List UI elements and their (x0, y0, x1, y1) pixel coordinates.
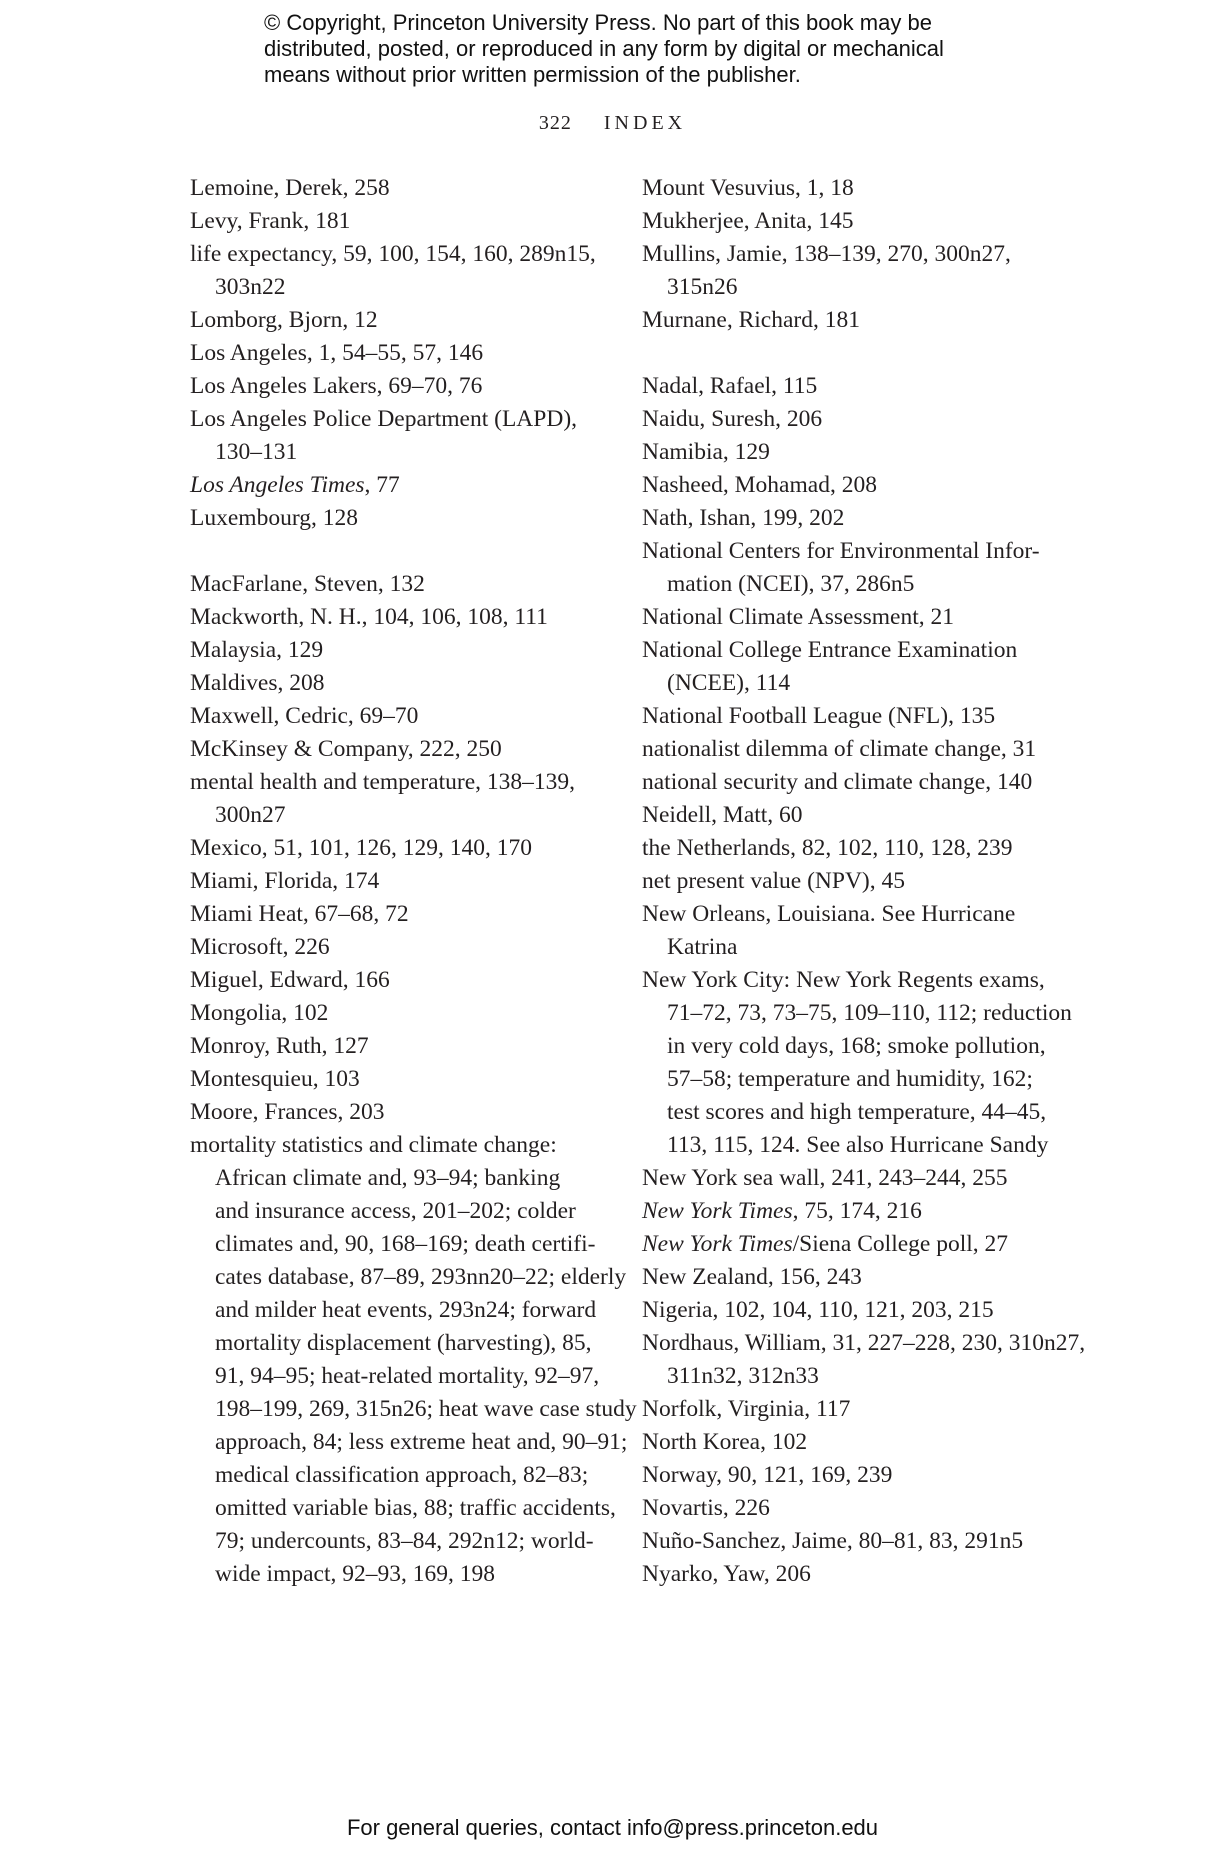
index-entry (642, 1327, 1086, 1393)
index-entry-line: the Netherlands, 82, 102, 110, 128, 239 (642, 835, 1013, 861)
index-entry (642, 1426, 1062, 1459)
index-entry-continuation: 79; undercounts, 83–84, 292n12; world- (215, 1528, 594, 1554)
index-entry-line: Murnane, Richard, 181 (642, 307, 860, 333)
index-entry-line: Norway, 90, 121, 169, 239 (642, 1462, 893, 1488)
index-entry (190, 634, 610, 667)
index-entry-line: Los Angeles, 1, 54–55, 57, 146 (190, 340, 484, 366)
index-entry-continuation: 71–72, 73, 73–75, 109–110, 112; reduction (667, 1000, 1072, 1026)
index-entry-line: Mexico, 51, 101, 126, 129, 140, 170 (190, 835, 533, 861)
index-entry-line: Mullins, Jamie, 138–139, 270, 300n27, (642, 241, 1011, 267)
index-entry (642, 1162, 1062, 1195)
index-entry-continuation: cates database, 87–89, 293nn20–22; elderly (215, 1264, 627, 1290)
section-title: INDEX (603, 112, 687, 134)
index-entry (642, 205, 1062, 238)
index-entry-line: Norfolk, Virginia, 117 (642, 1396, 851, 1422)
index-entry (642, 1492, 1062, 1525)
copyright-line: means without prior written permission of the publisher. (264, 62, 801, 87)
copyright-line: © Copyright, Princeton University Press. No part of this book may be (264, 10, 932, 35)
index-entry-continuation: 303n22 (215, 274, 286, 300)
index-entry-line: Miami Heat, 67–68, 72 (190, 901, 409, 927)
index-entry-continuation: 91, 94–95; heat-related mortality, 92–97, (215, 1363, 600, 1389)
index-entry-line: mortality statistics and climate change: (190, 1132, 557, 1158)
index-entry-line: New Orleans, Louisiana. See Hurricane (642, 901, 1016, 927)
index-entry-pages: /Siena College poll, 27 (792, 1231, 1009, 1257)
index-entry-title: New York Times (642, 1198, 793, 1224)
index-entry (642, 436, 1062, 469)
index-entry-line: New Zealand, 156, 243 (642, 1264, 862, 1290)
letter-group-gap (642, 337, 1062, 370)
index-entry (190, 469, 610, 502)
index-entry-pages: , 77 (364, 472, 400, 498)
index-entry (642, 1459, 1062, 1492)
index-entry (642, 535, 1062, 601)
index-entry-line: Nigeria, 102, 104, 110, 121, 203, 215 (642, 1297, 994, 1323)
index-entry (642, 898, 1062, 964)
index-entry-line: Lomborg, Bjorn, 12 (190, 307, 378, 333)
index-entry-line: New York sea wall, 241, 243–244, 255 (642, 1165, 1008, 1191)
index-entry (642, 865, 1062, 898)
index-entry (642, 304, 1062, 337)
index-entry-line: Nath, Ishan, 199, 202 (642, 505, 845, 531)
index-entry (190, 403, 610, 469)
index-entry (642, 766, 1062, 799)
index-entry (190, 337, 610, 370)
index-entry (642, 370, 1062, 403)
index-entry-line: Nordhaus, William, 31, 227–228, 230, 310n27, (642, 1330, 1086, 1356)
index-entry-line: Mukherjee, Anita, 145 (642, 208, 854, 234)
index-entry (642, 634, 1062, 700)
index-entry-line: National Football League (NFL), 135 (642, 703, 996, 729)
index-entry-line: Neidell, Matt, 60 (642, 802, 803, 828)
index-entry (190, 931, 610, 964)
index-entry-line: Luxembourg, 128 (190, 505, 358, 531)
index-entry-title: Los Angeles Times (190, 472, 365, 498)
index-entry (642, 1228, 1062, 1261)
index-entry-line: National Climate Assessment, 21 (642, 604, 954, 630)
index-entry-line: North Korea, 102 (642, 1429, 808, 1455)
index-entry-pages: , 75, 174, 216 (792, 1198, 922, 1224)
index-entry-line: McKinsey & Company, 222, 250 (190, 736, 502, 762)
index-entry (642, 832, 1062, 865)
index-entry-continuation: mation (NCEI), 37, 286n5 (667, 571, 915, 597)
index-entry-line: nationalist dilemma of climate change, 31 (642, 736, 1037, 762)
index-entry-line: Malaysia, 129 (190, 637, 324, 663)
index-entry-continuation: 113, 115, 124. See also Hurricane Sandy (667, 1132, 1049, 1158)
index-column-right (642, 172, 1086, 1591)
index-entry (190, 1096, 610, 1129)
index-entry (642, 1558, 1062, 1591)
index-entry (190, 997, 610, 1030)
index-entry (642, 1393, 1062, 1426)
index-entry (190, 865, 610, 898)
index-entry-continuation: climates and, 90, 168–169; death certifi- (215, 1231, 596, 1257)
index-entry-line: Nadal, Rafael, 115 (642, 373, 818, 399)
index-entry-continuation: medical classification approach, 82–83; (215, 1462, 589, 1488)
index-entry-line: national security and climate change, 140 (642, 769, 1033, 795)
index-entry (190, 304, 610, 337)
index-entry-line: Moore, Frances, 203 (190, 1099, 385, 1125)
index-entry (190, 568, 610, 601)
letter-group-gap (190, 535, 610, 568)
index-entry (642, 403, 1062, 436)
index-entry-continuation: and milder heat events, 293n24; forward (215, 1297, 597, 1323)
index-entry-line: Miami, Florida, 174 (190, 868, 380, 894)
index-entry (190, 766, 610, 832)
index-entry (642, 700, 1062, 733)
index-entry-continuation: Katrina (667, 934, 738, 960)
index-entry (190, 964, 610, 997)
index-column-left (190, 172, 637, 1591)
index-entry (642, 1195, 1062, 1228)
index-entry (190, 667, 610, 700)
running-head (0, 112, 1225, 135)
index-entry-continuation: test scores and high temperature, 44–45, (667, 1099, 1047, 1125)
index-entry-continuation: 300n27 (215, 802, 286, 828)
index-entry-line: net present value (NPV), 45 (642, 868, 905, 894)
copyright-notice (264, 10, 1024, 88)
index-entry (642, 172, 1062, 205)
index-entry-continuation: 315n26 (667, 274, 738, 300)
index-entry (190, 1063, 610, 1096)
index-entry-continuation: omitted variable bias, 88; traffic accidents, (215, 1495, 616, 1521)
index-entry-line: New York City: New York Regents exams, (642, 967, 1045, 993)
index-entry-line: Nasheed, Mohamad, 208 (642, 472, 877, 498)
index-entry-title: New York Times (642, 1231, 793, 1257)
index-entry (190, 601, 610, 634)
index-entry-continuation: (NCEE), 114 (667, 670, 791, 696)
copyright-line: distributed, posted, or reproduced in any form by digital or mechanical (264, 36, 944, 61)
index-entry (190, 238, 610, 304)
index-entry-line: Novartis, 226 (642, 1495, 770, 1521)
index-entry-line: Nyarko, Yaw, 206 (642, 1561, 811, 1587)
index-entry-continuation: 311n32, 312n33 (667, 1363, 819, 1389)
index-entry-line: Lemoine, Derek, 258 (190, 175, 390, 201)
index-entry-line: Nuño-Sanchez, Jaime, 80–81, 83, 291n5 (642, 1528, 1024, 1554)
index-entry (642, 1525, 1062, 1558)
index-entry (190, 1030, 610, 1063)
index-entry-line: Los Angeles Lakers, 69–70, 76 (190, 373, 483, 399)
index-entry (642, 469, 1062, 502)
page-number: 322 (538, 112, 572, 134)
index-entry (190, 370, 610, 403)
index-entry-line: National College Entrance Examination (642, 637, 1018, 663)
footer-contact: For general queries, contact info@press.princeton.edu (346, 1815, 879, 1840)
index-entry-continuation: approach, 84; less extreme heat and, 90–91; (215, 1429, 628, 1455)
index-entry-continuation: 130–131 (215, 439, 298, 465)
index-entry-line: Levy, Frank, 181 (190, 208, 351, 234)
index-entry-line: Mackworth, N. H., 104, 106, 108, 111 (190, 604, 548, 630)
index-entry (642, 502, 1062, 535)
index-entry-line: Namibia, 129 (642, 439, 770, 465)
index-entry (190, 502, 610, 535)
index-entry (642, 964, 1072, 1162)
index-entry-continuation: African climate and, 93–94; banking (215, 1165, 561, 1191)
index-entry-line: Monroy, Ruth, 127 (190, 1033, 369, 1059)
index-entry-continuation: in very cold days, 168; smoke pollution, (667, 1033, 1046, 1059)
index-entry (190, 898, 610, 931)
index-entry-continuation: and insurance access, 201–202; colder (215, 1198, 576, 1224)
index-entry (190, 700, 610, 733)
index-entry (190, 172, 610, 205)
index-entry (642, 799, 1062, 832)
index-entry (190, 832, 610, 865)
index-entry-continuation: 57–58; temperature and humidity, 162; (667, 1066, 1033, 1092)
index-entry (642, 1261, 1062, 1294)
index-entry-line: MacFarlane, Steven, 132 (190, 571, 425, 597)
index-entry-line: Montesquieu, 103 (190, 1066, 360, 1092)
index-entry-line: Maldives, 208 (190, 670, 325, 696)
index-entry-line: Maxwell, Cedric, 69–70 (190, 703, 419, 729)
index-entry-line: Miguel, Edward, 166 (190, 967, 390, 993)
index-entry-continuation: 198–199, 269, 315n26; heat wave case study (215, 1396, 637, 1422)
index-entry (642, 733, 1062, 766)
index-entry-continuation: mortality displacement (harvesting), 85, (215, 1330, 592, 1356)
index-entry-line: Mongolia, 102 (190, 1000, 329, 1026)
index-entry-continuation: wide impact, 92–93, 169, 198 (215, 1561, 496, 1587)
index-entry (190, 1129, 637, 1591)
index-entry (642, 1294, 1062, 1327)
index-entry-line: Naidu, Suresh, 206 (642, 406, 823, 432)
index-entry-line: National Centers for Environmental Infor- (642, 538, 1040, 564)
index-entry (642, 601, 1062, 634)
index-entry-line: life expectancy, 59, 100, 154, 160, 289n15, (190, 241, 596, 267)
index-entry (190, 205, 610, 238)
index-entry-line: Los Angeles Police Department (LAPD), (190, 406, 578, 432)
index-entry-line: Microsoft, 226 (190, 934, 330, 960)
index-entry-line: Mount Vesuvius, 1, 18 (642, 175, 854, 201)
index-entry (642, 238, 1062, 304)
index-entry-line: mental health and temperature, 138–139, (190, 769, 576, 795)
index-entry (190, 733, 610, 766)
